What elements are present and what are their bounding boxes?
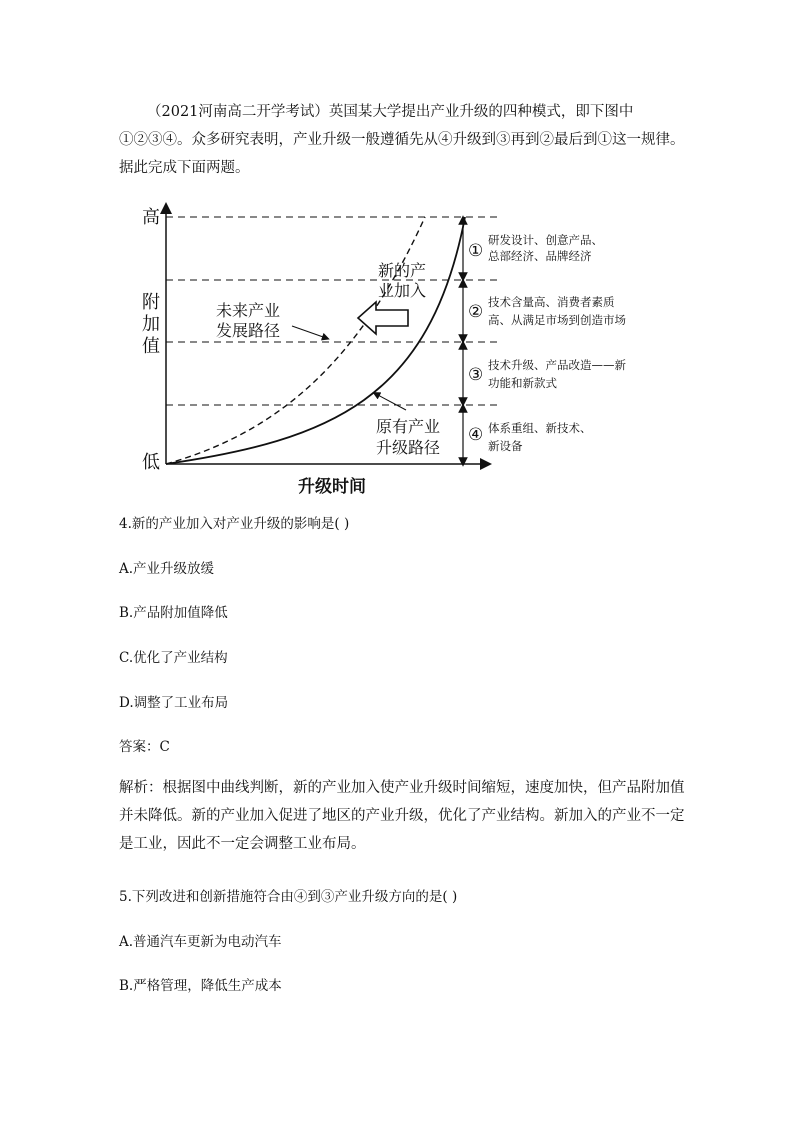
y-label-high: 高 <box>142 207 160 228</box>
original-path-label-1: 原有产业 <box>376 417 441 436</box>
y-label-low: 低 <box>142 452 160 473</box>
question-5-option-a: A.普通汽车更新为电动汽车 <box>119 934 282 950</box>
y-label-mid-3: 值 <box>142 336 160 357</box>
hollow-arrow-icon <box>358 302 408 334</box>
new-industry-label-1: 新的产 <box>378 261 427 280</box>
future-path-pointer <box>292 326 326 338</box>
y-label-mid-2: 加 <box>142 314 160 335</box>
question-5-option-b: B.严格管理，降低生产成本 <box>119 978 282 994</box>
stage-4-line-2: 新设备 <box>488 439 523 453</box>
industry-upgrade-figure <box>130 200 670 500</box>
stage-3-number: ③ <box>468 365 484 385</box>
stage-2-number: ② <box>468 302 484 322</box>
question-4-stem: 4.新的产业加入对产业升级的影响是( ) <box>119 516 350 532</box>
original-path-pointer <box>376 394 406 410</box>
stage-3-line-1: 技术升级、产品改造——新 <box>488 358 626 372</box>
future-path-label-1: 未来产业 <box>216 301 281 320</box>
y-label-mid-1: 附 <box>142 292 160 313</box>
question-5-stem: 5.下列改进和创新措施符合由④到③产业升级方向的是( ) <box>119 889 458 905</box>
question-4-option-b: B.产品附加值降低 <box>119 605 228 621</box>
question-4-option-a: A.产业升级放缓 <box>119 561 215 577</box>
stage-1-line-2: 总部经济、品牌经济 <box>488 249 592 263</box>
intro-paragraph: （2021河南高二开学考试）英国某大学提出产业升级的四种模式，即下图中①②③④。众多研究表明，产业升级一般遵循先从④升级到③再到②最后到①这一规律。据此完成下面两题。 <box>119 104 685 176</box>
future-path-label-2: 发展路径 <box>216 321 281 340</box>
stage-4-line-1: 体系重组、新技术、 <box>488 421 592 435</box>
stage-1-line-1: 研发设计、创意产品、 <box>488 233 603 247</box>
x-axis-label: 升级时间 <box>298 477 366 497</box>
question-4-option-c: C.优化了产业结构 <box>119 650 228 666</box>
stage-3-line-2: 功能和新款式 <box>488 376 557 390</box>
stage-1-number: ① <box>468 241 484 261</box>
original-path-label-2: 升级路径 <box>376 438 441 457</box>
stage-2-line-1: 技术含量高、消费者素质 <box>488 295 615 309</box>
new-industry-label-2: 业加入 <box>378 281 427 300</box>
stage-2-line-2: 高、从满足市场到创造市场 <box>488 313 626 327</box>
question-4-analysis: 解析：根据图中曲线判断，新的产业加入使产业升级时间缩短，速度加快，但产品附加值并未降低。新的产业加入促进了地区的产业升级，优化了产业结构。新加入的产业不一定是工业，因此不一定会调整工业布局。 <box>119 780 685 852</box>
stage-4-number: ④ <box>468 425 484 445</box>
question-4-option-d: D.调整了工业布局 <box>119 695 229 711</box>
question-4-answer: 答案：C <box>119 739 170 755</box>
